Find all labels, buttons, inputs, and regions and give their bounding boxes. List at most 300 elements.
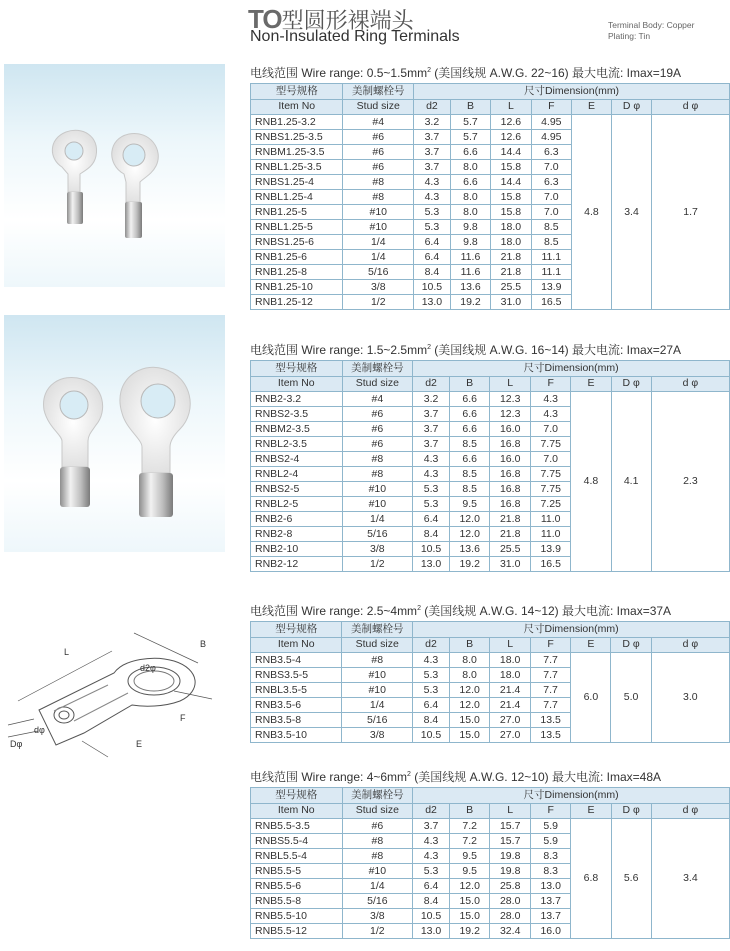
f-cell: 7.7	[530, 668, 571, 683]
item-no-cell: RNBL1.25-5	[251, 220, 343, 235]
stud-size-cell: #8	[342, 452, 413, 467]
l-cell: 25.5	[490, 542, 531, 557]
header-f: F	[531, 99, 571, 115]
l-cell: 19.8	[490, 864, 531, 879]
stud-size-cell: #6	[343, 160, 414, 175]
f-cell: 16.5	[530, 557, 571, 572]
e-cell: 6.0	[571, 653, 611, 743]
d2-cell: 10.5	[413, 728, 450, 743]
b-cell: 8.0	[450, 190, 490, 205]
item-no-cell: RNBL2-3.5	[251, 437, 343, 452]
terminal-outline-icon	[4, 615, 229, 765]
header-stud-cn: 美制螺栓号	[342, 788, 413, 804]
header-e: E	[571, 637, 611, 653]
caption-unit-sup: 2	[417, 605, 421, 612]
table-row	[251, 392, 730, 407]
item-no-cell: RNB3.5-4	[251, 653, 342, 668]
f-cell: 5.9	[530, 834, 571, 849]
b-cell: 13.6	[450, 280, 490, 295]
f-cell: 6.3	[531, 175, 571, 190]
f-cell: 7.75	[530, 467, 571, 482]
header-model-cn: 型号规格	[251, 84, 343, 100]
header-dphi: d φ	[651, 803, 729, 819]
d-inner-cell: 3.4	[651, 819, 729, 939]
caption-cn: 电线范围	[250, 343, 302, 357]
stud-size-cell: 1/4	[343, 250, 414, 265]
stud-size-cell: #6	[343, 145, 414, 160]
item-no-cell: RNB2-3.2	[251, 392, 343, 407]
item-no-cell: RNBL2-4	[251, 467, 343, 482]
caption-current: 最大电流: Imax=19A	[572, 66, 682, 80]
f-cell: 13.9	[531, 280, 571, 295]
d-inner-cell: 2.3	[651, 392, 729, 572]
item-no-cell: RNBL2-5	[251, 497, 343, 512]
stud-size-cell: 5/16	[342, 894, 413, 909]
stud-size-cell: 5/16	[342, 713, 413, 728]
stud-size-cell: #10	[342, 668, 413, 683]
wire-range-caption	[250, 341, 681, 358]
d2-cell: 4.3	[413, 834, 450, 849]
item-no-cell: RNB3.5-8	[251, 713, 342, 728]
l-cell: 21.8	[490, 512, 531, 527]
stud-size-cell: 3/8	[342, 728, 413, 743]
item-no-cell: RNBS2-3.5	[251, 407, 343, 422]
l-cell: 15.7	[490, 819, 531, 834]
material-info	[608, 20, 694, 42]
stud-size-cell: #6	[342, 407, 413, 422]
l-cell: 14.4	[491, 145, 531, 160]
item-no-cell: RNB1.25-3.2	[251, 115, 343, 130]
b-cell: 15.0	[449, 909, 490, 924]
d2-cell: 4.3	[414, 175, 451, 190]
b-cell: 5.7	[450, 130, 490, 145]
b-cell: 9.8	[450, 220, 490, 235]
d2-cell: 8.4	[413, 894, 450, 909]
d2-cell: 3.7	[413, 437, 450, 452]
f-cell: 7.7	[530, 653, 571, 668]
f-cell: 7.0	[531, 190, 571, 205]
d-outer-cell: 4.1	[611, 392, 651, 572]
l-cell: 25.5	[491, 280, 531, 295]
d2-cell: 8.4	[413, 713, 450, 728]
spec-table	[250, 83, 730, 310]
f-cell: 13.0	[530, 879, 571, 894]
item-no-cell: RNB1.25-12	[251, 295, 343, 310]
header-e: E	[571, 803, 611, 819]
item-no-cell: RNBS1.25-4	[251, 175, 343, 190]
header-model-en: Item No	[251, 803, 343, 819]
b-cell: 12.0	[449, 527, 490, 542]
item-no-cell: RNB1.25-6	[251, 250, 343, 265]
item-no-cell: RNB3.5-10	[251, 728, 342, 743]
header-stud-cn: 美制螺栓号	[343, 84, 414, 100]
l-cell: 12.6	[491, 130, 531, 145]
d2-cell: 8.4	[413, 527, 450, 542]
stud-size-cell: 3/8	[343, 280, 414, 295]
dim-label-L: L	[64, 647, 70, 657]
stud-size-cell: 3/8	[342, 542, 413, 557]
b-cell: 15.0	[449, 728, 490, 743]
stud-size-cell: #8	[342, 849, 413, 864]
b-cell: 15.0	[449, 713, 490, 728]
l-cell: 21.4	[490, 683, 531, 698]
l-cell: 21.8	[491, 250, 531, 265]
header-model-en: Item No	[251, 99, 343, 115]
b-cell: 9.5	[449, 864, 490, 879]
b-cell: 12.0	[449, 879, 490, 894]
f-cell: 13.7	[530, 909, 571, 924]
b-cell: 6.6	[449, 392, 490, 407]
f-cell: 5.9	[530, 819, 571, 834]
d2-cell: 8.4	[414, 265, 451, 280]
stud-size-cell: #4	[343, 115, 414, 130]
l-cell: 21.4	[490, 698, 531, 713]
product-photo-small	[4, 64, 225, 287]
header-d2: d2	[413, 803, 450, 819]
d2-cell: 6.4	[414, 235, 451, 250]
l-cell: 21.8	[491, 265, 531, 280]
stud-size-cell: #10	[342, 482, 413, 497]
stud-size-cell: #10	[343, 205, 414, 220]
header-model-cn: 型号规格	[251, 788, 343, 804]
d2-cell: 6.4	[413, 698, 450, 713]
f-cell: 4.95	[531, 115, 571, 130]
l-cell: 12.6	[491, 115, 531, 130]
item-no-cell: RNBL5.5-4	[251, 849, 343, 864]
header-l: L	[490, 376, 531, 392]
l-cell: 27.0	[490, 713, 531, 728]
f-cell: 7.0	[531, 160, 571, 175]
ring-terminal-pair-icon	[4, 315, 225, 552]
item-no-cell: RNBS1.25-3.5	[251, 130, 343, 145]
item-no-cell: RNB2-8	[251, 527, 343, 542]
ring-terminal-pair-icon	[4, 64, 225, 287]
item-no-cell: RNB5.5-8	[251, 894, 343, 909]
d2-cell: 6.4	[413, 879, 450, 894]
stud-size-cell: 1/2	[343, 295, 414, 310]
caption-current: 最大电流: Imax=27A	[572, 343, 682, 357]
f-cell: 4.3	[530, 392, 571, 407]
l-cell: 12.3	[490, 407, 531, 422]
item-no-cell: RNB2-10	[251, 542, 343, 557]
item-no-cell: RNBS2-4	[251, 452, 343, 467]
item-no-cell: RNB3.5-6	[251, 698, 342, 713]
d2-cell: 13.0	[413, 557, 450, 572]
d2-cell: 5.3	[414, 205, 451, 220]
title-code: TO	[248, 4, 282, 34]
stud-size-cell: 1/2	[342, 557, 413, 572]
item-no-cell: RNB2-6	[251, 512, 343, 527]
d-inner-cell: 3.0	[651, 653, 729, 743]
stud-size-cell: #8	[343, 175, 414, 190]
l-cell: 28.0	[490, 894, 531, 909]
d2-cell: 6.4	[414, 250, 451, 265]
header-f: F	[530, 637, 571, 653]
item-no-cell: RNBS3.5-5	[251, 668, 342, 683]
table-row	[251, 115, 730, 130]
header-dphi: D φ	[611, 376, 651, 392]
stud-size-cell: 5/16	[343, 265, 414, 280]
item-no-cell: RNB1.25-8	[251, 265, 343, 280]
b-cell: 6.6	[449, 422, 490, 437]
stud-size-cell: 1/4	[342, 698, 413, 713]
plating-text: Plating: Tin	[608, 31, 651, 41]
header-dphi: D φ	[611, 99, 651, 115]
l-cell: 12.3	[490, 392, 531, 407]
header-dimension: 尺寸Dimension(mm)	[413, 622, 730, 638]
wire-range-caption	[250, 768, 661, 785]
header-f: F	[530, 803, 571, 819]
b-cell: 6.6	[450, 175, 490, 190]
header-dphi: d φ	[651, 637, 729, 653]
header-stud-en: Stud size	[342, 637, 413, 653]
l-cell: 25.8	[490, 879, 531, 894]
f-cell: 8.5	[531, 220, 571, 235]
d2-cell: 13.0	[413, 924, 450, 939]
stud-size-cell: 1/4	[342, 512, 413, 527]
stud-size-cell: #8	[342, 467, 413, 482]
stud-size-cell: #6	[342, 819, 413, 834]
l-cell: 21.8	[490, 527, 531, 542]
f-cell: 11.0	[530, 512, 571, 527]
caption-current: 最大电流: Imax=48A	[552, 770, 662, 784]
caption-awg: (美国线规 A.W.G. 14~12)	[420, 604, 563, 618]
item-no-cell: RNBL1.25-4	[251, 190, 343, 205]
f-cell: 8.3	[530, 849, 571, 864]
b-cell: 19.2	[449, 924, 490, 939]
item-no-cell: RNBM1.25-3.5	[251, 145, 343, 160]
b-cell: 19.2	[449, 557, 490, 572]
header-l: L	[491, 99, 531, 115]
b-cell: 8.0	[450, 160, 490, 175]
caption-current: 最大电流: Imax=37A	[562, 604, 672, 618]
d2-cell: 3.7	[413, 819, 450, 834]
item-no-cell: RNBS1.25-6	[251, 235, 343, 250]
d2-cell: 3.2	[414, 115, 451, 130]
e-cell: 6.8	[571, 819, 611, 939]
header-stud-cn: 美制螺栓号	[342, 622, 413, 638]
spec-table	[250, 787, 730, 939]
stud-size-cell: 1/4	[342, 879, 413, 894]
header-b: B	[449, 637, 490, 653]
l-cell: 16.8	[490, 467, 531, 482]
b-cell: 8.5	[449, 482, 490, 497]
page-subtitle: Non-Insulated Ring Terminals	[250, 28, 460, 45]
b-cell: 6.6	[449, 407, 490, 422]
d2-cell: 6.4	[413, 512, 450, 527]
f-cell: 7.25	[530, 497, 571, 512]
b-cell: 9.8	[450, 235, 490, 250]
stud-size-cell: #4	[342, 392, 413, 407]
f-cell: 13.7	[530, 894, 571, 909]
header-d2: d2	[413, 376, 450, 392]
caption-range: Wire range: 0.5~1.5mm	[301, 66, 428, 80]
d2-cell: 3.7	[414, 145, 451, 160]
l-cell: 27.0	[490, 728, 531, 743]
b-cell: 6.6	[449, 452, 490, 467]
header-model-cn: 型号规格	[251, 622, 342, 638]
l-cell: 16.0	[490, 452, 531, 467]
f-cell: 6.3	[531, 145, 571, 160]
header-f: F	[530, 376, 571, 392]
f-cell: 13.5	[530, 713, 571, 728]
wire-range-caption	[250, 602, 671, 619]
l-cell: 28.0	[490, 909, 531, 924]
item-no-cell: RNB1.25-10	[251, 280, 343, 295]
item-no-cell: RNBM2-3.5	[251, 422, 343, 437]
f-cell: 7.0	[530, 452, 571, 467]
l-cell: 16.0	[490, 422, 531, 437]
caption-awg: (美国线规 A.W.G. 16~14)	[430, 343, 573, 357]
b-cell: 5.7	[450, 115, 490, 130]
header-dphi: d φ	[652, 99, 730, 115]
header-model-cn: 型号规格	[251, 361, 343, 377]
d2-cell: 4.3	[414, 190, 451, 205]
l-cell: 31.0	[490, 557, 531, 572]
b-cell: 19.2	[450, 295, 490, 310]
table-row	[251, 819, 730, 834]
d-outer-cell: 5.0	[611, 653, 651, 743]
caption-unit-sup: 2	[407, 771, 411, 778]
l-cell: 19.8	[490, 849, 531, 864]
l-cell: 16.8	[490, 497, 531, 512]
caption-cn: 电线范围	[250, 604, 302, 618]
header-dphi: d φ	[651, 376, 729, 392]
d2-cell: 3.7	[414, 160, 451, 175]
l-cell: 15.7	[490, 834, 531, 849]
item-no-cell: RNB5.5-12	[251, 924, 343, 939]
caption-range: Wire range: 1.5~2.5mm	[301, 343, 428, 357]
d2-cell: 4.3	[413, 849, 450, 864]
item-no-cell: RNBS2-5	[251, 482, 343, 497]
f-cell: 16.0	[530, 924, 571, 939]
l-cell: 18.0	[491, 235, 531, 250]
stud-size-cell: 3/8	[342, 909, 413, 924]
d2-cell: 3.7	[414, 130, 451, 145]
caption-cn: 电线范围	[250, 66, 302, 80]
d2-cell: 3.7	[413, 422, 450, 437]
b-cell: 11.6	[450, 265, 490, 280]
stud-size-cell: 1/4	[343, 235, 414, 250]
header-l: L	[490, 637, 531, 653]
d-inner-cell: 1.7	[652, 115, 730, 310]
caption-cn: 电线范围	[250, 770, 302, 784]
caption-unit-sup: 2	[427, 67, 431, 74]
l-cell: 32.4	[490, 924, 531, 939]
dim-label-d: dφ	[34, 725, 45, 735]
b-cell: 11.6	[450, 250, 490, 265]
header-l: L	[490, 803, 531, 819]
item-no-cell: RNB5.5-5	[251, 864, 343, 879]
item-no-cell: RNB5.5-6	[251, 879, 343, 894]
l-cell: 18.0	[490, 653, 531, 668]
d2-cell: 5.3	[414, 220, 451, 235]
caption-unit-sup: 2	[427, 344, 431, 351]
f-cell: 7.0	[530, 422, 571, 437]
b-cell: 6.6	[450, 145, 490, 160]
e-cell: 4.8	[571, 115, 611, 310]
dim-label-F: F	[180, 713, 186, 723]
item-no-cell: RNB5.5-10	[251, 909, 343, 924]
f-cell: 7.7	[530, 698, 571, 713]
header-stud-en: Stud size	[342, 803, 413, 819]
f-cell: 8.5	[531, 235, 571, 250]
header-dimension: 尺寸Dimension(mm)	[414, 84, 730, 100]
b-cell: 12.0	[449, 683, 490, 698]
f-cell: 11.1	[531, 250, 571, 265]
stud-size-cell: #10	[342, 683, 413, 698]
e-cell: 4.8	[571, 392, 611, 572]
d2-cell: 5.3	[413, 668, 450, 683]
d2-cell: 13.0	[414, 295, 451, 310]
l-cell: 18.0	[490, 668, 531, 683]
d-outer-cell: 3.4	[611, 115, 651, 310]
stud-size-cell: #10	[342, 497, 413, 512]
header-dimension: 尺寸Dimension(mm)	[413, 361, 730, 377]
header-stud-en: Stud size	[343, 99, 414, 115]
item-no-cell: RNBL3.5-5	[251, 683, 342, 698]
f-cell: 4.3	[530, 407, 571, 422]
header-d2: d2	[413, 637, 450, 653]
item-no-cell: RNBS5.5-4	[251, 834, 343, 849]
header-e: E	[571, 99, 611, 115]
b-cell: 7.2	[449, 819, 490, 834]
header-model-en: Item No	[251, 376, 343, 392]
dim-label-E: E	[136, 739, 143, 749]
stud-size-cell: #6	[343, 130, 414, 145]
d2-cell: 5.3	[413, 864, 450, 879]
d2-cell: 3.2	[413, 392, 450, 407]
item-no-cell: RNB1.25-5	[251, 205, 343, 220]
d2-cell: 10.5	[413, 542, 450, 557]
header-stud-en: Stud size	[342, 376, 413, 392]
d2-cell: 4.3	[413, 653, 450, 668]
l-cell: 15.8	[491, 160, 531, 175]
stud-size-cell: #10	[343, 220, 414, 235]
dimension-diagram	[4, 615, 229, 765]
f-cell: 11.1	[531, 265, 571, 280]
stud-size-cell: #8	[342, 834, 413, 849]
l-cell: 15.8	[491, 190, 531, 205]
b-cell: 8.5	[449, 437, 490, 452]
stud-size-cell: #6	[342, 437, 413, 452]
header-stud-cn: 美制螺栓号	[342, 361, 413, 377]
header-b: B	[449, 376, 490, 392]
b-cell: 12.0	[449, 512, 490, 527]
header-b: B	[449, 803, 490, 819]
b-cell: 7.2	[449, 834, 490, 849]
stud-size-cell: 1/2	[342, 924, 413, 939]
product-photo-large	[4, 315, 225, 552]
header-model-en: Item No	[251, 637, 342, 653]
b-cell: 9.5	[449, 849, 490, 864]
spec-table	[250, 360, 730, 572]
f-cell: 7.7	[530, 683, 571, 698]
l-cell: 31.0	[491, 295, 531, 310]
f-cell: 7.0	[531, 205, 571, 220]
l-cell: 15.8	[491, 205, 531, 220]
wire-range-caption	[250, 64, 681, 81]
title-cn: 型圆形裸端头	[281, 8, 414, 33]
l-cell: 16.8	[490, 437, 531, 452]
d2-cell: 5.3	[413, 683, 450, 698]
b-cell: 9.5	[449, 497, 490, 512]
b-cell: 13.6	[449, 542, 490, 557]
l-cell: 16.8	[490, 482, 531, 497]
b-cell: 8.0	[450, 205, 490, 220]
stud-size-cell: #8	[343, 190, 414, 205]
header-dimension: 尺寸Dimension(mm)	[413, 788, 730, 804]
